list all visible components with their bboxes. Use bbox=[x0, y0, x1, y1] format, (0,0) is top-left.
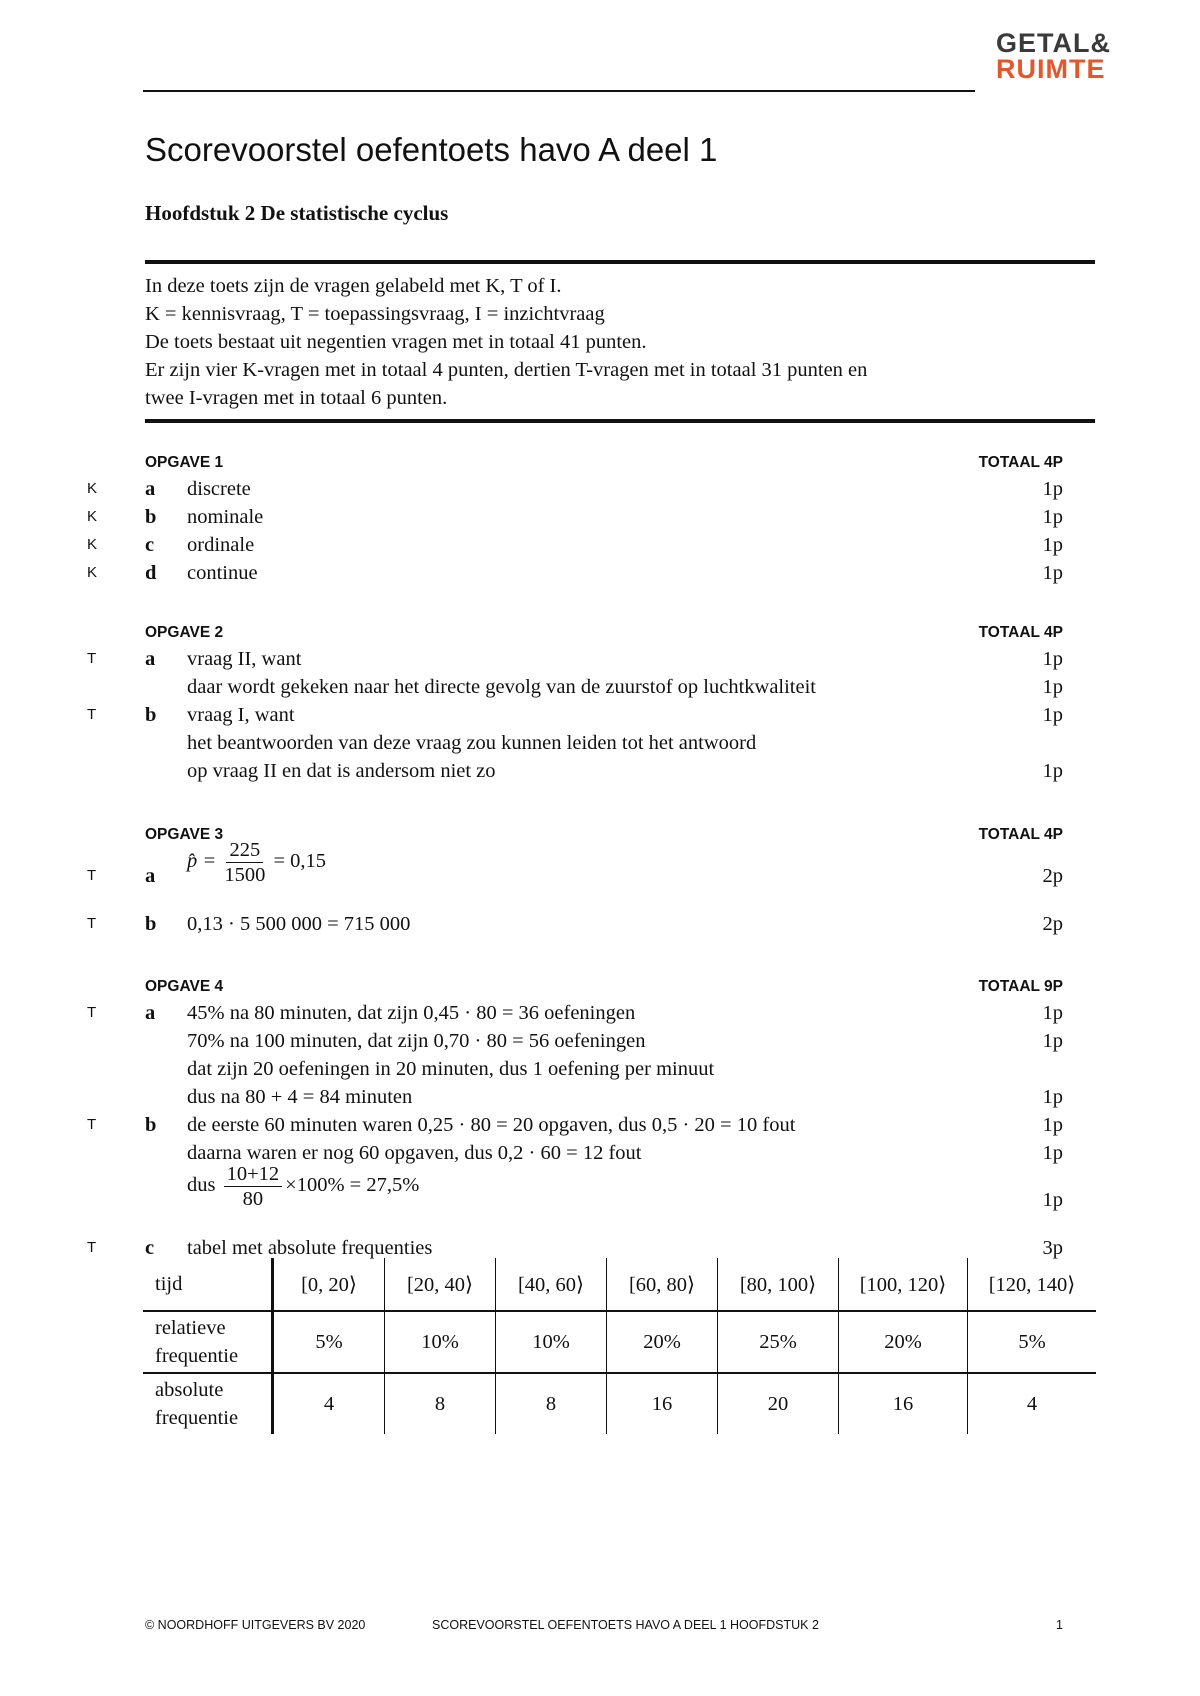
answer-row bbox=[0, 1027, 1200, 1055]
intro-line: K = kennisvraag, T = toepassingsvraag, I = inzichtvraag bbox=[145, 303, 605, 325]
points: 1p bbox=[1042, 1142, 1063, 1164]
opgave-title: OPGAVE 3 bbox=[145, 826, 224, 843]
answer-row bbox=[0, 729, 1200, 757]
opgave-total: TOTAAL 4P bbox=[978, 624, 1063, 641]
answer-row bbox=[0, 531, 1200, 559]
answer-row bbox=[0, 839, 1200, 890]
question-letter: b bbox=[145, 1114, 157, 1136]
table-row bbox=[143, 1373, 1096, 1434]
question-type-label: T bbox=[87, 1116, 97, 1133]
answer-text: het beantwoorden van deze vraag zou kunnen leiden tot het antwoord bbox=[187, 732, 757, 754]
question-letter: a bbox=[145, 478, 156, 500]
fraction-numerator: 225 bbox=[226, 838, 263, 863]
table-cell: 4 bbox=[968, 1373, 1097, 1434]
table-header-row bbox=[143, 1258, 1096, 1311]
answer-row bbox=[0, 999, 1200, 1027]
question-type-label: T bbox=[87, 706, 97, 723]
answer-row bbox=[0, 645, 1200, 673]
row-label bbox=[143, 1311, 273, 1373]
answer-row bbox=[0, 673, 1200, 701]
opgave-total: TOTAAL 4P bbox=[978, 826, 1063, 843]
table-row bbox=[143, 1311, 1096, 1373]
opgave-title: OPGAVE 1 bbox=[145, 454, 224, 471]
answer-text: ordinale bbox=[187, 534, 255, 556]
formula-prefix: dus bbox=[187, 1174, 216, 1197]
table-cell: 16 bbox=[839, 1373, 968, 1434]
footer-copyright: © NOORDHOFF UITGEVERS BV 2020 bbox=[145, 1618, 366, 1632]
question-type-label: T bbox=[87, 867, 97, 884]
opgave-title: OPGAVE 2 bbox=[145, 624, 224, 641]
row-label-line: absolute bbox=[155, 1379, 224, 1401]
answer-text: dus na 80 + 4 = 84 minuten bbox=[187, 1086, 413, 1108]
points: 2p bbox=[1042, 913, 1063, 935]
formula bbox=[187, 1162, 419, 1211]
fraction-denominator: 80 bbox=[242, 1188, 264, 1210]
answer-row bbox=[0, 757, 1200, 785]
points: 1p bbox=[1042, 1114, 1063, 1136]
answer-text: continue bbox=[187, 562, 258, 584]
fraction-denominator: 1500 bbox=[224, 864, 266, 886]
answer-text: vraag I, want bbox=[187, 704, 295, 726]
question-type-label: K bbox=[87, 508, 98, 525]
answer-text: vraag II, want bbox=[187, 648, 302, 670]
frequency-table bbox=[143, 1258, 1096, 1434]
table-header-cell: tijd bbox=[143, 1258, 273, 1311]
question-type-label: T bbox=[87, 650, 97, 667]
question-type-label: K bbox=[87, 480, 98, 497]
answer-row bbox=[0, 503, 1200, 531]
table-header-cell: [0, 20⟩ bbox=[273, 1258, 385, 1311]
answer-row bbox=[0, 1139, 1200, 1167]
question-type-label: T bbox=[87, 1004, 97, 1021]
table-cell: 5% bbox=[273, 1311, 385, 1373]
answer-text: discrete bbox=[187, 478, 251, 500]
question-letter: a bbox=[145, 648, 156, 670]
fraction-numerator: 10+12 bbox=[224, 1162, 283, 1187]
table-header-cell: [80, 100⟩ bbox=[718, 1258, 839, 1311]
fraction bbox=[224, 838, 265, 887]
points: 1p bbox=[1042, 704, 1063, 726]
table-cell: 16 bbox=[607, 1373, 718, 1434]
page-title: Scorevoorstel oefentoets havo A deel 1 bbox=[145, 131, 718, 168]
formula-rhs: ×100% = 27,5% bbox=[285, 1174, 420, 1197]
intro-line: De toets bestaat uit negentien vragen met in totaal 41 punten. bbox=[145, 331, 647, 353]
intro-line: Er zijn vier K-vragen met in totaal 4 punten, dertien T-vragen met in totaal 31 punten en bbox=[145, 359, 868, 381]
intro-line: In deze toets zijn de vragen gelabeld met K, T of I. bbox=[145, 275, 562, 297]
points: 1p bbox=[1042, 1086, 1063, 1108]
answer-row bbox=[0, 1083, 1200, 1111]
formula-rhs: = 0,15 bbox=[273, 850, 327, 873]
answer-text: nominale bbox=[187, 506, 264, 528]
points: 1p bbox=[1042, 676, 1063, 698]
question-type-label: K bbox=[87, 564, 98, 581]
answer-text: 70% na 100 minuten, dat zijn 0,70 · 80 = 56 oefeningen bbox=[187, 1030, 646, 1052]
chapter-subtitle: Hoofdstuk 2 De statistische cyclus bbox=[145, 201, 449, 225]
table-cell: 8 bbox=[385, 1373, 496, 1434]
answer-text: op vraag II en dat is andersom niet zo bbox=[187, 760, 496, 782]
table-cell: 4 bbox=[273, 1373, 385, 1434]
table-header-cell: [60, 80⟩ bbox=[607, 1258, 718, 1311]
answer-row bbox=[0, 475, 1200, 503]
opgave-total: TOTAAL 9P bbox=[978, 978, 1063, 995]
row-label-line: frequentie bbox=[155, 1345, 239, 1367]
table-header-cell: [40, 60⟩ bbox=[496, 1258, 607, 1311]
answer-text: dat zijn 20 oefeningen in 20 minuten, dus 1 oefening per minuut bbox=[187, 1058, 715, 1080]
answer-row bbox=[0, 1163, 1200, 1214]
question-type-label: T bbox=[87, 915, 97, 932]
answer-text: daarna waren er nog 60 opgaven, dus 0,2 · 60 = 12 fout bbox=[187, 1142, 642, 1164]
answer-row bbox=[0, 559, 1200, 587]
formula bbox=[187, 838, 326, 887]
logo-line-1: GETAL& bbox=[996, 28, 1111, 58]
question-letter: c bbox=[145, 534, 155, 556]
table-cell: 5% bbox=[968, 1311, 1097, 1373]
table-header-cell: [120, 140⟩ bbox=[968, 1258, 1097, 1311]
table-header-cell: [20, 40⟩ bbox=[385, 1258, 496, 1311]
points: 1p bbox=[1042, 562, 1063, 584]
points: 3p bbox=[1042, 1237, 1063, 1259]
points: 1p bbox=[1042, 1189, 1063, 1211]
answer-row bbox=[0, 701, 1200, 729]
header-rule bbox=[143, 90, 975, 92]
formula-lhs: p̂ = bbox=[187, 850, 217, 873]
answer-text: tabel met absolute frequenties bbox=[187, 1237, 433, 1259]
question-type-label: T bbox=[87, 1239, 97, 1256]
row-label-line: frequentie bbox=[155, 1407, 239, 1429]
question-letter: a bbox=[145, 865, 156, 887]
row-label bbox=[143, 1373, 273, 1434]
points: 1p bbox=[1042, 1002, 1063, 1024]
question-letter: b bbox=[145, 913, 157, 935]
answer-text: 45% na 80 minuten, dat zijn 0,45 · 80 = 36 oefeningen bbox=[187, 1002, 636, 1024]
fraction bbox=[224, 1162, 283, 1211]
table-cell: 25% bbox=[718, 1311, 839, 1373]
answer-row bbox=[0, 1111, 1200, 1139]
question-letter: d bbox=[145, 562, 157, 584]
points: 1p bbox=[1042, 1030, 1063, 1052]
row-label-line: relatieve bbox=[155, 1317, 226, 1339]
opgave-title: OPGAVE 4 bbox=[145, 978, 224, 995]
brand-logo bbox=[996, 30, 1156, 82]
table-cell: 20% bbox=[607, 1311, 718, 1373]
table-cell: 20% bbox=[839, 1311, 968, 1373]
answer-row bbox=[0, 1055, 1200, 1083]
table-cell: 10% bbox=[385, 1311, 496, 1373]
answer-text: de eerste 60 minuten waren 0,25 · 80 = 20 opgaven, dus 0,5 · 20 = 10 fout bbox=[187, 1114, 796, 1136]
intro-line: twee I-vragen met in totaal 6 punten. bbox=[145, 387, 448, 409]
table-cell: 10% bbox=[496, 1311, 607, 1373]
table-cell: 20 bbox=[718, 1373, 839, 1434]
table-header-cell: [100, 120⟩ bbox=[839, 1258, 968, 1311]
points: 1p bbox=[1042, 534, 1063, 556]
intro-box bbox=[145, 260, 1095, 423]
points: 2p bbox=[1042, 865, 1063, 887]
question-letter: b bbox=[145, 506, 157, 528]
answer-row bbox=[0, 910, 1200, 938]
answer-text: 0,13 · 5 500 000 = 715 000 bbox=[187, 913, 411, 935]
points: 1p bbox=[1042, 760, 1063, 782]
answer-text: daar wordt gekeken naar het directe gevolg van de zuurstof op luchtkwaliteit bbox=[187, 676, 816, 698]
question-letter: a bbox=[145, 1002, 156, 1024]
table-cell: 8 bbox=[496, 1373, 607, 1434]
question-letter: b bbox=[145, 704, 157, 726]
opgave-total: TOTAAL 4P bbox=[978, 454, 1063, 471]
question-letter: c bbox=[145, 1237, 155, 1259]
points: 1p bbox=[1042, 648, 1063, 670]
logo-line-2: RUIMTE bbox=[996, 54, 1106, 84]
question-type-label: K bbox=[87, 536, 98, 553]
footer-document-title: SCOREVOORSTEL OEFENTOETS HAVO A DEEL 1 HOOFDSTUK 2 bbox=[432, 1618, 819, 1632]
page-number: 1 bbox=[1056, 1618, 1063, 1632]
points: 1p bbox=[1042, 478, 1063, 500]
points: 1p bbox=[1042, 506, 1063, 528]
